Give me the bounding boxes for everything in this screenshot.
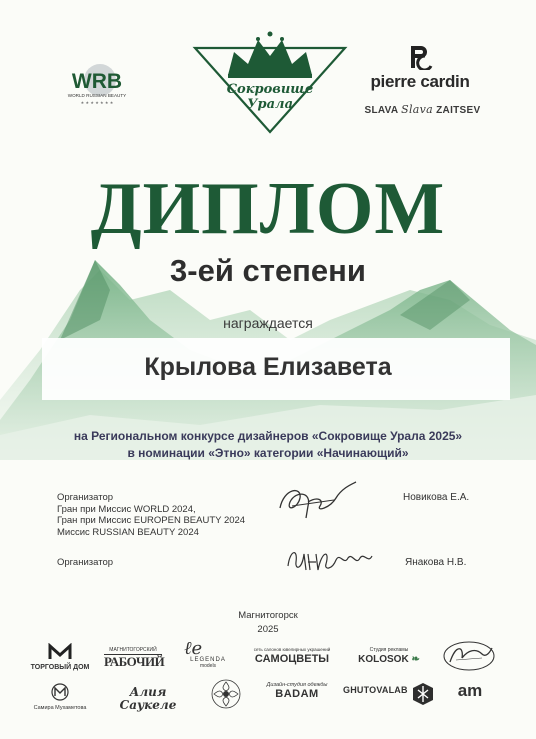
sponsor-magnitogorsky-rabochy — [104, 647, 165, 669]
city: Магнитогорск — [238, 610, 298, 621]
legenda-mark-icon: ℓe — [184, 638, 203, 659]
pierre-cardin-logo — [360, 62, 480, 92]
svg-text:★ ★ ★ ★ ★ ★ ★: ★ ★ ★ ★ ★ ★ ★ — [80, 100, 114, 105]
sponsor-am — [450, 682, 490, 699]
sponsor-mr-main: РАБОЧИЙ — [104, 653, 165, 669]
wrb-mark: WRB — [71, 70, 123, 93]
signature-1 — [272, 478, 362, 524]
year: 2025 — [257, 624, 279, 635]
sponsor-samotsvety-small: сеть салонов ювелирных украшений — [253, 647, 331, 652]
pierre-cardin-mark-icon — [405, 44, 435, 70]
organizer-1-block — [57, 492, 287, 538]
sponsor-kolosok — [354, 648, 424, 665]
sponsor-samotsvety — [253, 648, 331, 665]
samira-emblem-icon — [50, 682, 70, 702]
diploma-title: ДИПЛОМ — [90, 168, 446, 250]
flower-emblem-icon — [206, 677, 246, 711]
sponsor-mr-small: МАГНИТОГОРСКИЙ — [104, 648, 162, 655]
crown-title-line2: Урала — [246, 97, 294, 112]
sponsor-legenda-text: LEGENDA — [190, 657, 226, 664]
slava-zaitsev-logo — [355, 103, 490, 116]
sponsor-badam-main: BADAM — [275, 688, 319, 701]
sponsor-am-text: am — [457, 681, 483, 700]
organizer-1-line-4: Миссис RUSSIAN BEAUTY 2024 — [57, 526, 199, 538]
sponsor-kolosok-small: Студия рекламы — [369, 647, 409, 653]
sponsor-script-logo — [442, 640, 496, 672]
signature-2 — [282, 540, 377, 576]
sponsor-aliya: Алия Саукеле — [119, 685, 177, 713]
wrb-globe-icon — [52, 60, 142, 110]
organizer-1-line-3: Гран при Миссис EUROPEN BEAUTY 2024 — [57, 515, 246, 526]
sponsor-legenda-models: models — [199, 662, 217, 669]
sponsor-samira-text: Самира Мухаметова — [33, 704, 87, 711]
slava-signature: Slava — [401, 103, 434, 116]
sponsor-torgovy-dom — [30, 643, 90, 671]
crown-title-line1: Сокровище — [226, 82, 314, 97]
sponsor-samotsvety-main: САМОЦВЕТЫ — [254, 652, 330, 665]
sponsor-badam — [262, 682, 332, 700]
organizer-2-label: Организатор — [57, 557, 114, 568]
slava-left: SLAVA — [364, 105, 399, 116]
city-year — [0, 609, 536, 637]
organizer-1-line-1: Организатор — [57, 492, 114, 503]
organizer-2-name: Янакова Н.В. — [405, 557, 467, 568]
sponsor-samira — [30, 682, 90, 711]
sponsor-legenda — [180, 638, 236, 669]
organizer-1-name: Новикова Е.А. — [403, 492, 470, 503]
awarded-label: награждается — [223, 315, 313, 331]
sponsor-td-text: ТОРГОВЫЙ ДОМ — [30, 663, 90, 671]
treasure-of-ural-logo — [190, 30, 350, 140]
contest-line-2: в номинации «Этно» категории «Начинающий» — [127, 446, 409, 460]
pierre-cardin-text: pierre cardin — [370, 72, 470, 91]
recipient-name: Крылова Елизавета — [144, 353, 392, 381]
td-m-icon — [48, 643, 72, 661]
slava-right: ZAITSEV — [436, 105, 481, 116]
contest-description — [0, 428, 536, 462]
wrb-caption: WORLD RUSSIAN BEAUTY — [67, 93, 127, 98]
organizer-1-line-2: Гран при Миссис WORLD 2024, — [57, 503, 196, 515]
sponsor-ghutovalab: GHUTOVALAB — [343, 685, 408, 695]
sponsor-kolosok-main: KOLOSOK — [358, 653, 409, 665]
hex-knot-icon — [412, 682, 434, 706]
crown-icon — [228, 32, 312, 79]
contest-line-1: на Региональном конкурсе дизайнеров «Сокровище Урала 2025» — [73, 429, 463, 443]
leaf-icon: ❧ — [411, 653, 420, 665]
wrb-logo — [52, 60, 142, 110]
sponsor-badam-small: Дизайн-студия одежды — [266, 682, 328, 688]
diploma-degree: 3-ей степени — [170, 253, 366, 288]
